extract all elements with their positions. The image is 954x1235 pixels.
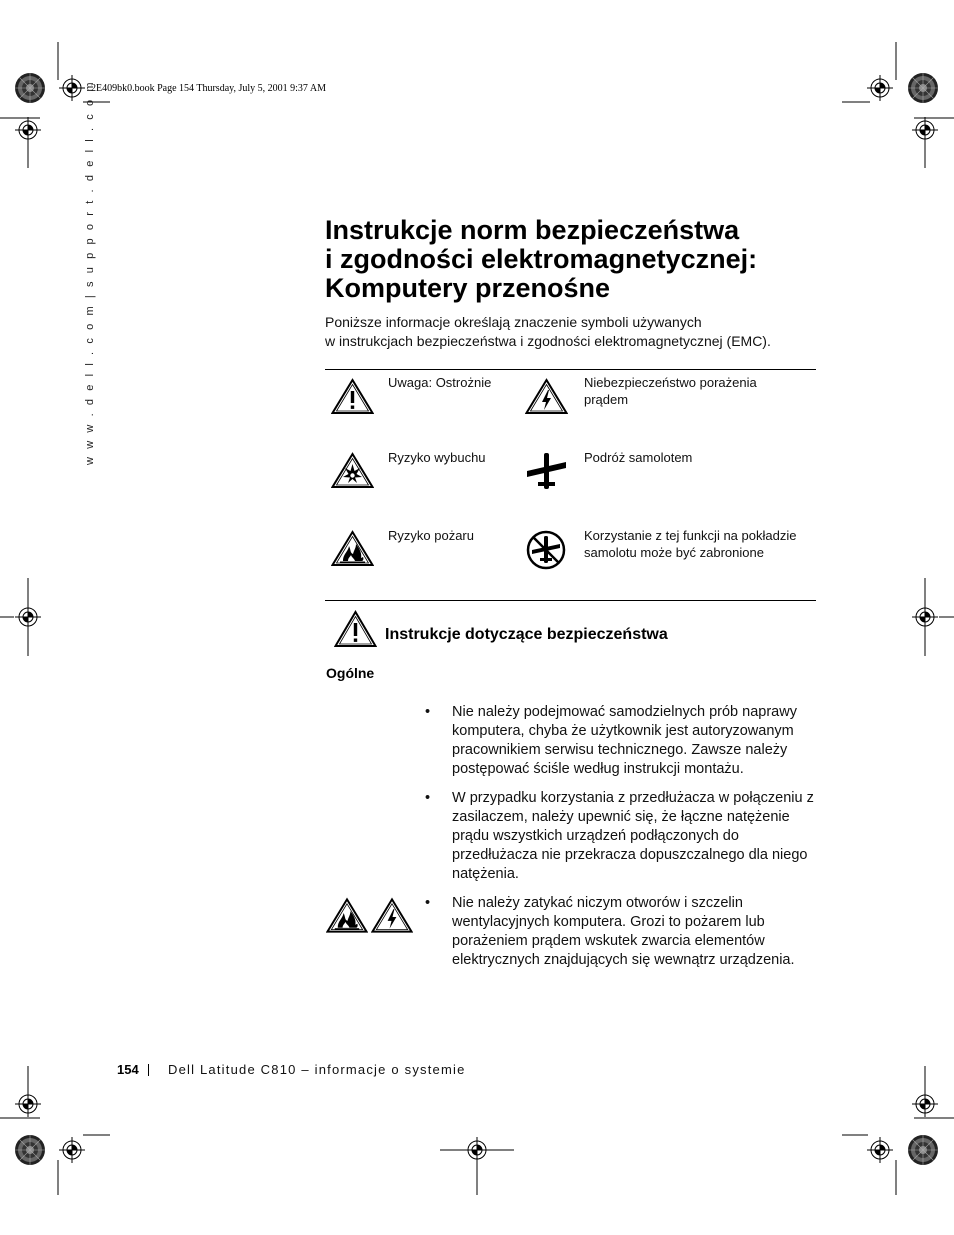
registration-mark [59, 1137, 85, 1163]
registration-mark [912, 604, 938, 630]
registration-mark [15, 1091, 41, 1117]
fire-icon [326, 897, 368, 934]
symbol-label-no-aircraft-use: Korzystanie z tej funkcji na pokładzie samolotu może być zabronione [584, 528, 797, 560]
electric-shock-icon [371, 897, 413, 934]
caution-icon [334, 610, 377, 648]
registration-mark [912, 117, 938, 143]
electric-shock-icon [525, 378, 568, 415]
list-item [425, 789, 815, 884]
registration-mark [15, 604, 41, 630]
registration-mark [15, 117, 41, 143]
bullet-text: Nie należy zatykać niczym otworów i szczelin wentylacyjnych komputera. Grozi to pożarem lub porażeniem prądem wskutek zwarcia elementów elektrycznych znajdujących się wewnątrz urządzenia. [452, 895, 795, 968]
bullet-marker: • [425, 790, 431, 806]
sidebar-url-text: w w w . d e l l . c o m | s u p p o r t . d e l l . c o m [84, 79, 96, 465]
registration-star-mark [15, 1135, 45, 1165]
page-title [325, 216, 825, 303]
list-item [425, 703, 815, 779]
symbol-label-electric-shock: Niebezpieczeństwo porażenia prądem [584, 375, 757, 407]
section-heading: Instrukcje dotyczące bezpieczeństwa [385, 626, 668, 643]
symbol-label-caution: Uwaga: Ostrożnie [388, 375, 492, 390]
registration-star-mark [908, 1135, 938, 1165]
title-line: Instrukcje norm bezpieczeństwa [325, 215, 740, 245]
airplane-icon [525, 449, 568, 492]
registration-mark [912, 1091, 938, 1117]
intro-line: Poniższe informacje określają znaczenie symboli używanych [325, 314, 702, 330]
caution-icon [331, 378, 374, 415]
fire-icon [331, 530, 374, 567]
registration-star-mark [15, 73, 45, 103]
bullet-marker: • [425, 895, 431, 911]
bullet-text: W przypadku korzystania z przedłużacza w połączeniu z zasilaczem, należy upewnić się, że łączne natężenie prądu wszystkich urządzeń podłączonych do przedłużacza nie przekracza dopuszczalnego dla niego natężenia. [452, 790, 814, 882]
footer-title: Dell Latitude C810 – informacje o systemie [168, 1062, 466, 1077]
title-line: i zgodności elektromagnetycznej: [325, 244, 758, 274]
page-number: 154 [117, 1062, 139, 1077]
symbol-label-airplane: Podróż samolotem [584, 450, 693, 465]
symbol-label-explosion: Ryzyko wybuchu [388, 450, 486, 465]
title-line: Komputery przenośne [325, 273, 611, 303]
registration-star-mark [908, 73, 938, 103]
print-slug: 2E409bk0.book Page 154 Thursday, July 5, 2001 9:37 AM [91, 83, 326, 94]
footer-divider [148, 1064, 149, 1076]
registration-mark [464, 1137, 490, 1163]
intro-line: w instrukcjach bezpieczeństwa i zgodności elektromagnetycznej (EMC). [325, 333, 771, 349]
list-item [425, 894, 815, 970]
explosion-icon [331, 452, 374, 489]
registration-mark [59, 75, 85, 101]
safety-bullet-list [425, 703, 815, 970]
intro-paragraph [325, 313, 805, 351]
subsection-heading: Ogólne [326, 665, 375, 681]
bullet-text: Nie należy podejmować samodzielnych prób naprawy komputera, chyba że użytkownik jest autoryzowanym pracownikiem serwisu technicznego. Zawsze należy postępować ściśle według instrukcji montażu. [452, 704, 797, 777]
no-aircraft-use-icon [525, 529, 567, 571]
table-top-rule [325, 369, 816, 370]
symbol-label-fire: Ryzyko pożaru [388, 528, 474, 543]
registration-mark [867, 75, 893, 101]
table-bottom-rule [325, 600, 816, 601]
bullet-marker: • [425, 704, 431, 720]
registration-mark [867, 1137, 893, 1163]
